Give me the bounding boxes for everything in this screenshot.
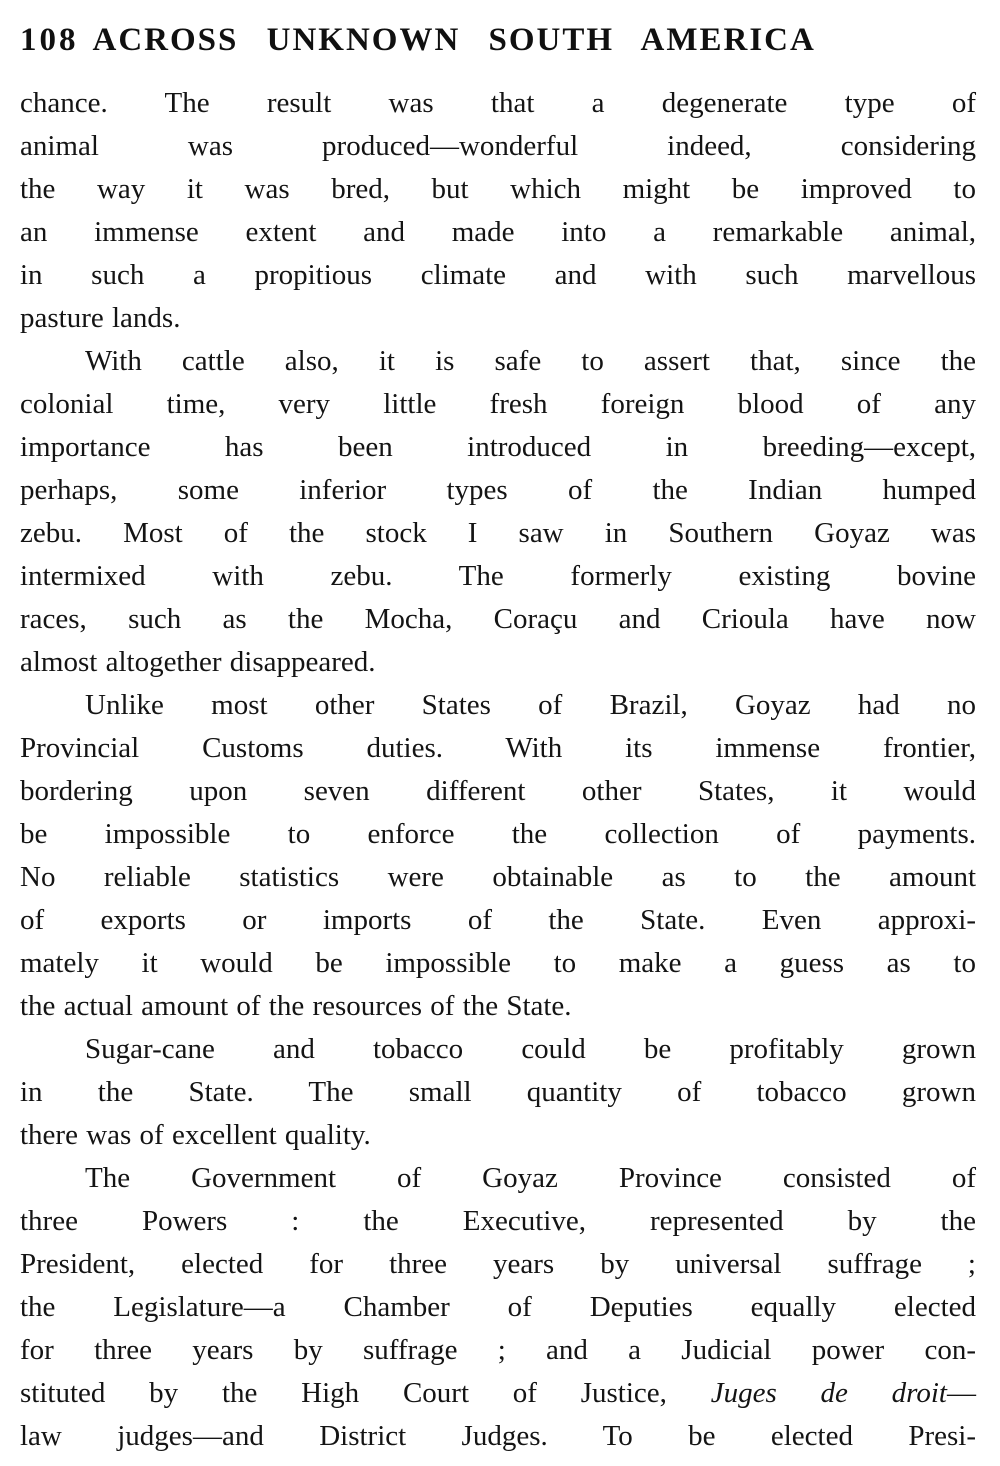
text-line (20, 555, 976, 598)
text-segment: the Legislature—a Chamber of Deputies equally elected (20, 1291, 976, 1323)
body-text (20, 82, 976, 1458)
text-line (20, 942, 976, 985)
text-line (20, 684, 976, 727)
text-line (20, 1329, 976, 1372)
text-segment: for three years by suffrage ; and a Judicial power con- (20, 1334, 976, 1366)
text-segment: Unlike most other States of Brazil, Goyaz had no (85, 689, 976, 721)
text-segment: almost altogether disappeared. (20, 646, 376, 678)
text-segment: stituted by the High Court of Justice, (20, 1377, 711, 1409)
text-line (20, 641, 976, 684)
text-line (20, 1243, 976, 1286)
text-segment: of exports or imports of the State. Even approxi- (20, 904, 976, 936)
text-segment: No reliable statistics were obtainable as to the amount (20, 861, 976, 893)
text-line (20, 1114, 976, 1157)
text-segment: races, such as the Mocha, Coraçu and Crioula have now (20, 603, 976, 635)
text-segment: perhaps, some inferior types of the Indian humped (20, 474, 976, 506)
text-line (20, 1372, 976, 1415)
text-segment: there was of excellent quality. (20, 1119, 371, 1151)
text-segment: colonial time, very little fresh foreign blood of any (20, 388, 976, 420)
text-line (20, 1415, 976, 1458)
text-line (20, 211, 976, 254)
text-line (20, 254, 976, 297)
text-line (20, 426, 976, 469)
text-segment: the way it was bred, but which might be improved to (20, 173, 976, 205)
italic-phrase: Juges de droit (710, 1377, 947, 1409)
text-line (20, 770, 976, 813)
text-line (20, 1071, 976, 1114)
text-segment: bordering upon seven different other States, it would (20, 775, 976, 807)
text-line (20, 125, 976, 168)
text-segment: President, elected for three years by universal suffrage ; (20, 1248, 976, 1280)
text-segment: importance has been introduced in breeding—except, (20, 431, 976, 463)
text-segment: The Government of Goyaz Province consisted of (85, 1162, 976, 1194)
text-segment: mately it would be impossible to make a guess as to (20, 947, 976, 979)
running-title: ACROSS UNKNOWN SOUTH AMERICA (92, 22, 816, 58)
text-line (20, 469, 976, 512)
text-line (20, 1028, 976, 1071)
text-line (20, 1286, 976, 1329)
text-segment: Provincial Customs duties. With its immense frontier, (20, 732, 976, 764)
text-segment: the actual amount of the resources of the State. (20, 990, 572, 1022)
text-line (20, 1200, 976, 1243)
text-segment: animal was produced—wonderful indeed, considering (20, 130, 976, 162)
text-segment: an immense extent and made into a remarkable animal, (20, 216, 976, 248)
text-segment: Sugar-cane and tobacco could be profitably grown (85, 1033, 976, 1065)
text-segment: pasture lands. (20, 302, 181, 334)
text-segment: in the State. The small quantity of tobacco grown (20, 1076, 976, 1108)
text-line (20, 813, 976, 856)
text-line (20, 82, 976, 125)
text-segment: With cattle also, it is safe to assert that, since the (85, 345, 976, 377)
page-number: 108 (20, 22, 79, 58)
text-segment: in such a propitious climate and with such marvellous (20, 259, 976, 291)
text-segment: law judges—and District Judges. To be elected Presi- (20, 1420, 976, 1452)
text-segment: be impossible to enforce the collection of payments. (20, 818, 976, 850)
text-segment: three Powers : the Executive, represented by the (20, 1205, 976, 1237)
text-segment: zebu. Most of the stock I saw in Southern Goyaz was (20, 517, 976, 549)
text-line (20, 598, 976, 641)
text-line (20, 297, 976, 340)
text-segment: intermixed with zebu. The formerly existing bovine (20, 560, 976, 592)
text-segment: chance. The result was that a degenerate type of (20, 87, 976, 119)
text-line (20, 340, 976, 383)
text-line (20, 856, 976, 899)
text-line (20, 985, 976, 1028)
text-line (20, 168, 976, 211)
text-line (20, 383, 976, 426)
text-line (20, 1157, 976, 1200)
text-line (20, 512, 976, 555)
text-line (20, 727, 976, 770)
text-segment: — (947, 1377, 976, 1409)
text-line (20, 899, 976, 942)
running-head (20, 18, 976, 62)
